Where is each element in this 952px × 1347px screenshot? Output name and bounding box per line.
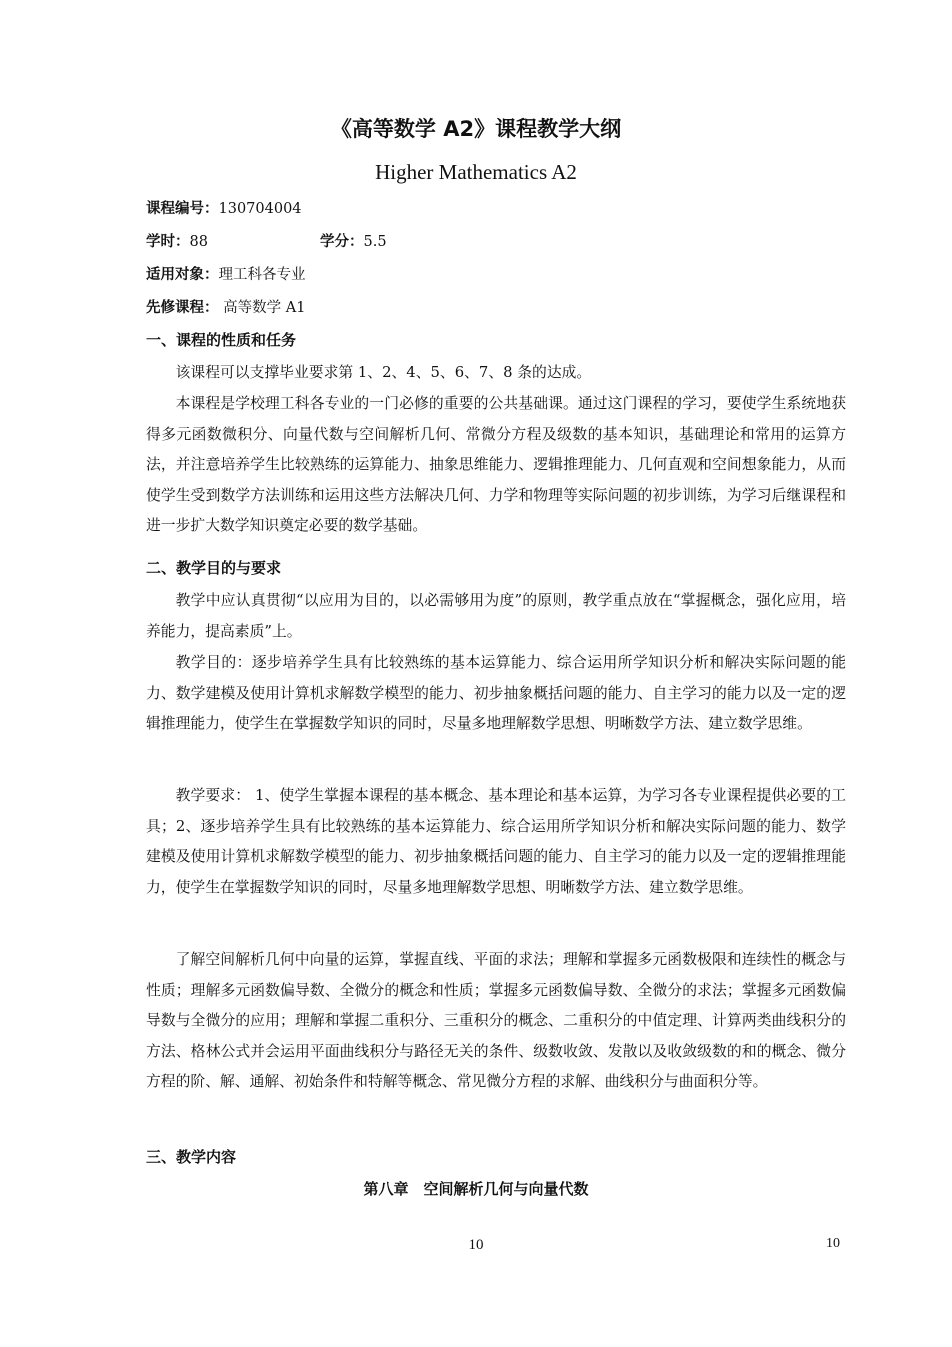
credit-label: 学分： [320, 234, 364, 250]
hours-credit-line [146, 231, 387, 253]
prereq-value: 高等数学 A1 [218, 300, 306, 316]
target-line [146, 264, 306, 286]
credit-value: 5.5 [363, 234, 387, 250]
prereq-label: 先修课程： [146, 300, 219, 316]
page-number-center: 10 [468, 1237, 484, 1253]
credit-group [320, 231, 387, 253]
hours-value: 88 [189, 234, 208, 250]
document-subtitle: Higher Mathematics A2 [375, 160, 577, 184]
document-title: 《高等数学 A2》课程教学大纲 [330, 117, 622, 141]
prereq-line [146, 297, 305, 319]
chapter-heading: 第八章 空间解析几何与向量代数 [363, 1180, 589, 1198]
course-code-label: 课程编号： [146, 201, 219, 217]
course-code-value: 130704004 [218, 201, 302, 217]
course-code-line [146, 198, 302, 220]
section-2-paragraph-4: 了解空间解析几何中向量的运算，掌握直线、平面的求法；理解和掌握多元函数极限和连续性的概念与性质；理解多元函数偏导数、全微分的概念和性质；掌握多元函数偏导数、全微分的求法；掌握多元函数偏导数与全微分的应用；理解和掌握二重积分、三重积分的概念、二重积分的中值定理、计算两类曲线积分的方法、格林公式并会运用平面曲线积分与路径无关的条件、级数收敛、发散以及收敛级数的和的概念、微分方程的阶、解、通解、初始条件和特解等概念、常见微分方程的求解、曲线积分与曲面积分等。 [146, 951, 846, 1090]
section-2-paragraph-2: 教学目的：逐步培养学生具有比较熟练的基本运算能力、综合运用所学知识分析和解决实际问题的能力、数学建模及使用计算机求解数学模型的能力、初步抽象概括问题的能力、自主学习的能力以及一定的逻辑推理能力，使学生在掌握数学知识的同时，尽量多地理解数学思想、明晰数学方法、建立数学思维。 [146, 654, 846, 732]
section-2-heading: 二、教学目的与要求 [146, 559, 282, 577]
target-label: 适用对象： [146, 267, 219, 283]
section-2-paragraph-1: 教学中应认真贯彻“以应用为目的，以必需够用为度”的原则，教学重点放在“掌握概念，强化应用，培养能力，提高素质”上。 [146, 592, 846, 640]
target-value: 理工科各专业 [218, 267, 306, 283]
section-1-paragraph-2: 本课程是学校理工科各专业的一门必修的重要的公共基础课。通过这门课程的学习，要使学生系统地获得多元函数微积分、向量代数与空间解析几何、常微分方程及级数的基本知识，基础理论和常用的运算方法，并注意培养学生比较熟练的运算能力、抽象思维能力、逻辑推理能力、几何直观和空间想象能力，从而使学生受到数学方法训练和运用这些方法解决几何、力学和物理等实际问题的初步训练，为学习后继课程和进一步扩大数学知识奠定必要的数学基础。 [146, 395, 846, 534]
hours-label: 学时： [146, 234, 190, 250]
section-1-heading: 一、课程的性质和任务 [146, 331, 297, 349]
page-number-right: 10 [826, 1236, 840, 1251]
section-3-heading: 三、教学内容 [146, 1148, 237, 1166]
section-1-paragraph-1: 该课程可以支撑毕业要求第 1、2、4、5、6、7、8 条的达成。 [175, 364, 592, 381]
section-2-paragraph-3: 教学要求： 1、使学生掌握本课程的基本概念、基本理论和基本运算，为学习各专业课程提供必要的工具；2、逐步培养学生具有比较熟练的基本运算能力、综合运用所学知识分析和解决实际问题的能力、数学建模及使用计算机求解数学模型的能力、初步抽象概括问题的能力、自主学习的能力以及一定的逻辑推理能力，使学生在掌握数学知识的同时，尽量多地理解数学思想、明晰数学方法、建立数学思维。 [146, 787, 846, 896]
